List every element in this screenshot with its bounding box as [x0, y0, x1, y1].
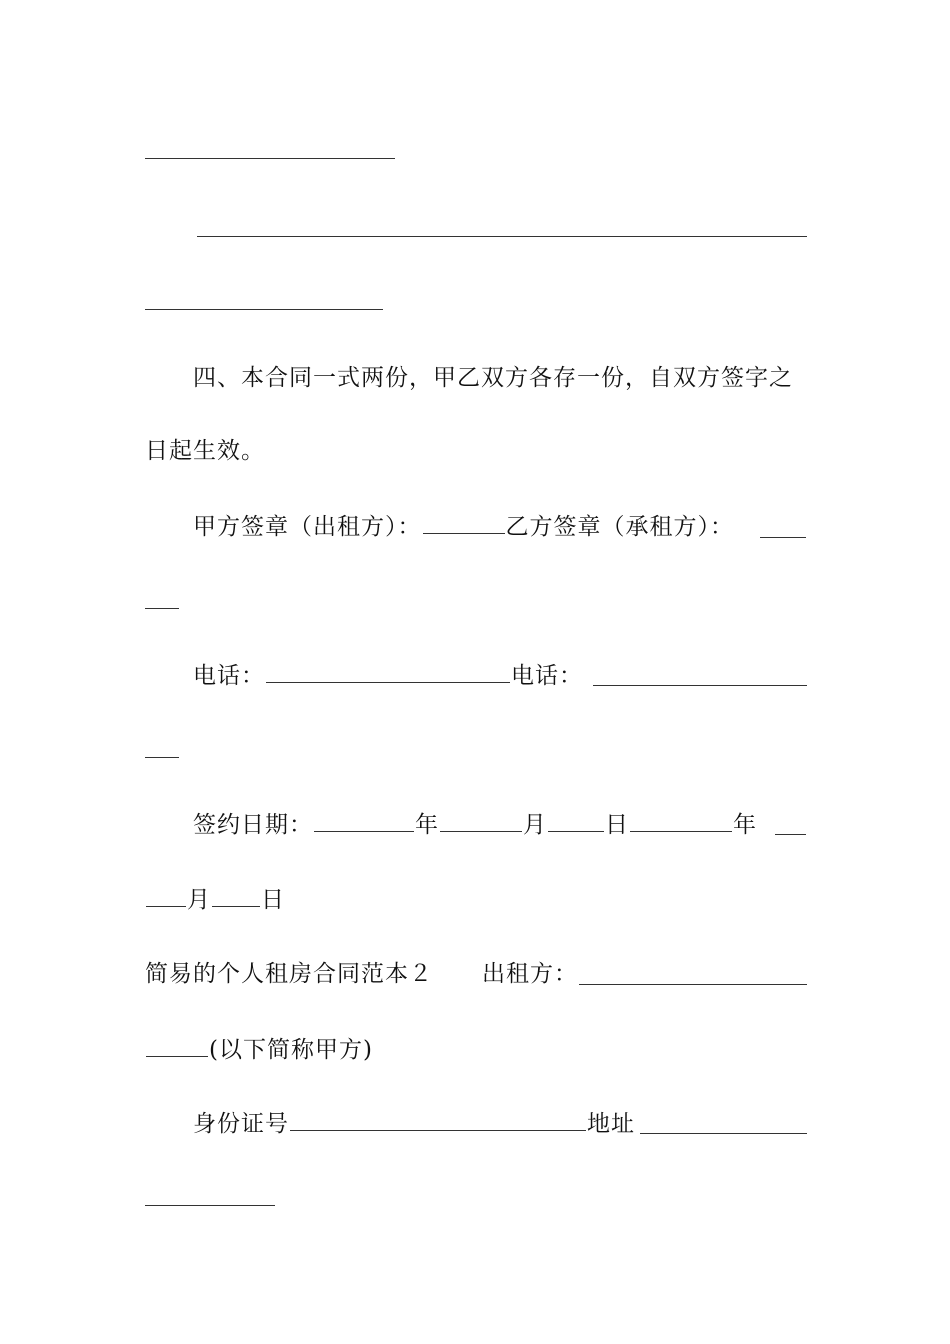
- clause-4-line-1: 四、本合同一式两份，甲乙双方各存一份，自双方签字之: [193, 365, 793, 391]
- party-b-sign-label: 乙方签章（承租方）：: [505, 514, 734, 540]
- month-label-2: 月: [187, 887, 211, 913]
- year-blank-2: [630, 809, 732, 832]
- phone-row: [193, 660, 583, 691]
- year-label-2: 年: [733, 812, 757, 838]
- blank-line: [197, 236, 807, 237]
- day-blank: [548, 809, 604, 832]
- month-blank-2: [146, 884, 186, 907]
- party-a-sign-label: 甲方签章（出租方）：: [193, 514, 422, 540]
- id-address-row: [193, 1108, 635, 1139]
- party-a-sign-blank: [423, 511, 505, 534]
- id-blank: [290, 1108, 586, 1131]
- lessor-blank: [579, 984, 807, 985]
- lessor-note: (以下简称甲方): [209, 1037, 373, 1063]
- phone-a-blank: [266, 660, 510, 683]
- year-2-trailing-blank: [775, 834, 806, 835]
- party-b-sign-blank: [760, 537, 806, 538]
- lessor-row-cont: [145, 1034, 373, 1065]
- blank-line: [145, 158, 395, 159]
- month-blank: [440, 809, 522, 832]
- lessor-label: 出租方：: [482, 961, 578, 987]
- party-b-sign-blank-cont: [145, 608, 179, 609]
- year-blank: [314, 809, 414, 832]
- day-blank-2: [212, 884, 260, 907]
- sign-date-label: 签约日期：: [193, 812, 313, 838]
- blank-line: [145, 309, 383, 310]
- month-label: 月: [523, 812, 547, 838]
- address-blank: [640, 1133, 807, 1134]
- phone-b-blank: [593, 685, 807, 686]
- phone-b-blank-cont: [145, 757, 179, 758]
- sign-date-row-cont: [145, 884, 285, 915]
- signature-row: [193, 511, 734, 542]
- clause-4-line-2: 日起生效。: [145, 438, 265, 464]
- sign-date-row: [193, 809, 757, 840]
- lessor-blank-cont: [146, 1034, 208, 1057]
- id-label: 身份证号: [193, 1111, 289, 1137]
- phone-label-a: 电话：: [193, 663, 265, 689]
- day-label: 日: [605, 812, 629, 838]
- contract-2-title: 简易的个人租房合同范本２: [145, 961, 433, 987]
- day-label-2: 日: [261, 887, 285, 913]
- address-blank-cont: [145, 1205, 275, 1206]
- address-label: 地址: [587, 1111, 635, 1137]
- year-label: 年: [415, 812, 439, 838]
- phone-label-b: 电话：: [511, 663, 583, 689]
